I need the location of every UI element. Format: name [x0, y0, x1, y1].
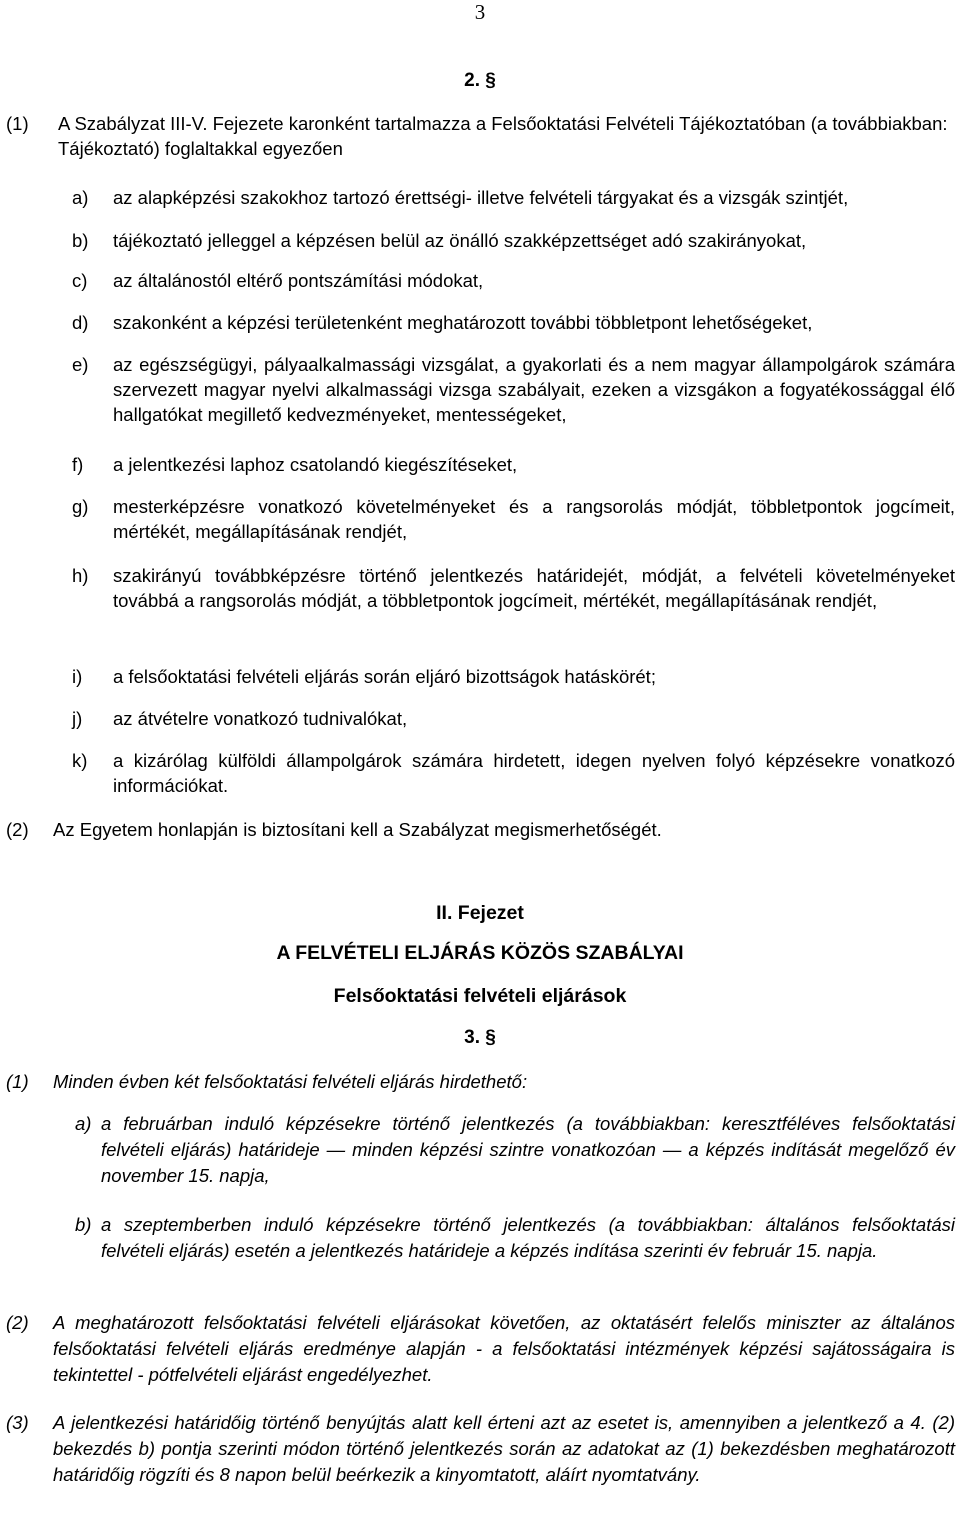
list-item	[0, 268, 955, 293]
list-marker: a)	[72, 187, 89, 208]
list-item-text: az általánostól eltérő pontszámítási módokat,	[113, 270, 484, 291]
list-item	[0, 452, 955, 477]
list-item-text: a februárban induló képzésekre történő jelentkezés (a továbbiakban: keresztféléves felsőoktatási felvételi eljárás) határideje — minden képzési szintre vonatkozóan — a képzés indítását megelőző év november 15. napja,	[101, 1113, 955, 1186]
list-item	[0, 664, 955, 689]
list-item	[0, 1111, 955, 1189]
section-3-heading: 3. §	[464, 1027, 496, 1048]
paragraph-number: (2)	[6, 819, 29, 840]
sec3-paragraph-1	[0, 1069, 955, 1095]
list-item	[0, 494, 955, 544]
list-item-text: a szeptemberben induló képzésekre történő jelentkezés (a továbbiakban: általános felsőoktatási felvételi eljárás) esetén a jelentkezés határideje a képzés indítása szerinti év február 15. napja.	[101, 1214, 955, 1261]
section-title: Felsőoktatási felvételi eljárások	[333, 985, 627, 1007]
list-item-text: szakonként a képzési területenként meghatározott további többletpont lehetőségeket,	[113, 312, 813, 333]
list-marker: c)	[72, 270, 88, 291]
paragraph-text: Az Egyetem honlapján is biztosítani kell a Szabályzat megismerhetőségét.	[53, 819, 662, 840]
list-item-text: a felsőoktatási felvételi eljárás során eljáró bizottságok hatáskörét;	[113, 666, 656, 687]
list-marker: i)	[72, 666, 83, 687]
list-marker: g)	[72, 496, 89, 517]
sec2-paragraph-1	[0, 111, 955, 161]
list-item-text: a kizárólag külföldi állampolgárok számára hirdetett, idegen nyelven folyó képzésekre vonatkozó információkat.	[113, 750, 955, 796]
list-marker: h)	[72, 565, 89, 586]
list-item	[0, 352, 955, 427]
page-number: 3	[474, 0, 486, 24]
list-item	[0, 563, 955, 613]
list-item-text: a jelentkezési laphoz csatolandó kiegészítéseket,	[113, 454, 518, 475]
list-item	[0, 1212, 955, 1264]
list-marker: d)	[72, 312, 89, 333]
list-marker: b)	[75, 1214, 92, 1235]
list-item-text: tájékoztató jelleggel a képzésen belül az önálló szakképzettséget adó szakirányokat,	[113, 230, 807, 251]
list-marker: e)	[72, 354, 89, 375]
paragraph-text: A meghatározott felsőoktatási felvételi eljárásokat követően, az oktatásért felelős miniszter az általános felsőoktatási felvételi eljárás eredménye alapján - a felsőoktatási intézmények képzési sajátosságaira is tekintettel - pótfelvételi eljárást engedélyezhet.	[53, 1312, 955, 1385]
list-item	[0, 310, 955, 335]
list-marker: k)	[72, 750, 88, 771]
chapter-subtitle: A FELVÉTELI ELJÁRÁS KÖZÖS SZABÁLYAI	[276, 942, 684, 964]
chapter-title: II. Fejezet	[436, 902, 524, 924]
list-marker: b)	[72, 230, 89, 251]
list-marker: a)	[75, 1113, 92, 1134]
sec2-paragraph-2	[0, 817, 955, 842]
list-item-text: szakirányú továbbképzésre történő jelentkezés határidejét, módját, a felvételi követelményeket továbbá a rangsorolás módját, a többletpontok jogcímeit, mértékét, megállapításának rendjét,	[113, 565, 955, 611]
paragraph-number: (3)	[6, 1412, 29, 1433]
list-item	[0, 706, 955, 731]
paragraph-text: A jelentkezési határidőig történő benyújtás alatt kell érteni azt az esetet is, amennyiben a jelentkező a 4. (2) bekezdés b) pontja szerinti módon történő jelentkezés során az adatokat az (1) bekezdésben meghatározott határidőig rögzíti és 8 napon belül beérkezik a kinyomtatott, aláírt nyomtatvány.	[53, 1412, 955, 1485]
list-item-text: mesterképzésre vonatkozó követelményeket és a rangsorolás módját, többletpontok jogcímeit, mértékét, megállapításának rendjét,	[113, 496, 955, 542]
paragraph-number: (1)	[6, 113, 29, 134]
sec3-paragraph-2	[0, 1310, 955, 1388]
list-item-text: az egészségügyi, pályaalkalmassági vizsgálat, a gyakorlati és a nem magyar állampolgárok számára szervezett magyar nyelvi alkalmassági vizsga szabályait, ezeken a vizsgákon a fogyatékossággal élő hallgatókat megillető kedvezményeket, mentességeket,	[113, 354, 955, 425]
paragraph-number: (1)	[6, 1071, 29, 1092]
paragraph-number: (2)	[6, 1312, 29, 1333]
sec3-paragraph-3	[0, 1410, 955, 1488]
list-item	[0, 185, 955, 210]
list-item	[0, 228, 955, 253]
list-item-text: az alapképzési szakokhoz tartozó érettségi- illetve felvételi tárgyakat és a vizsgák szintjét,	[113, 187, 849, 208]
list-marker: f)	[72, 454, 84, 475]
list-marker: j)	[72, 708, 83, 729]
paragraph-text: A Szabályzat III-V. Fejezete karonként tartalmazza a Felsőoktatási Felvételi Tájékoztatóban (a továbbiakban: Tájékoztató) foglaltakkal egyezően	[58, 113, 948, 159]
list-item	[0, 748, 955, 798]
section-2-heading: 2. §	[464, 70, 496, 91]
paragraph-text: Minden évben két felsőoktatási felvételi eljárás hirdethető:	[53, 1071, 528, 1092]
list-item-text: az átvételre vonatkozó tudnivalókat,	[113, 708, 408, 729]
